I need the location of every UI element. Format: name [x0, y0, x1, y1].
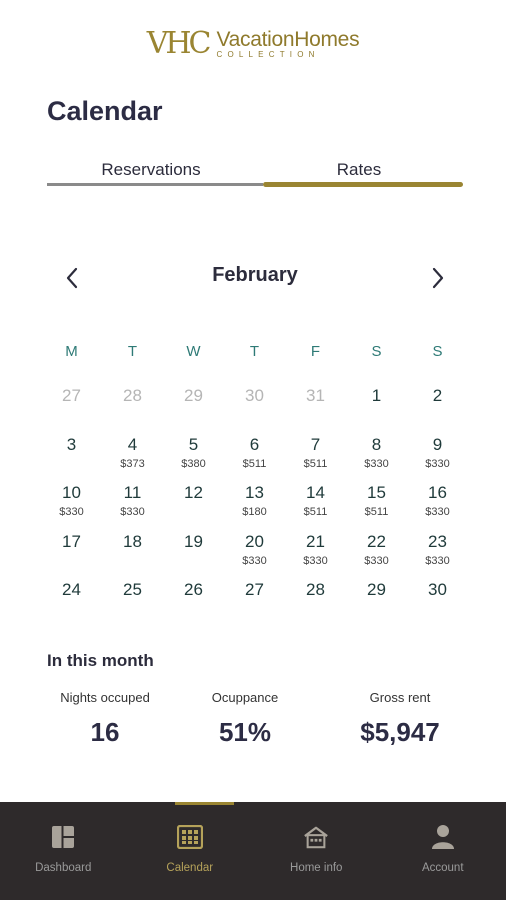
next-month-button[interactable] [423, 262, 453, 294]
calendar-day[interactable] [41, 580, 102, 629]
day-number: 29 [367, 580, 386, 599]
day-number: 25 [123, 580, 142, 599]
day-number: 30 [428, 580, 447, 599]
nav-label: Dashboard [35, 862, 92, 874]
tab-reservations[interactable]: Reservations [47, 150, 255, 190]
calendar-day[interactable] [224, 435, 285, 484]
calendar-day[interactable] [285, 580, 346, 629]
brand-sub: COLLECTION [216, 49, 320, 59]
day-number: 18 [123, 531, 142, 551]
day-rate: $330 [303, 554, 328, 567]
calendar-day[interactable] [163, 483, 224, 532]
stat-occupancy [170, 690, 320, 748]
day-number: 2 [432, 386, 443, 405]
nav-label: Home info [290, 862, 343, 874]
calendar-day[interactable] [163, 386, 224, 435]
day-rate: $330 [120, 506, 145, 518]
day-number: 16 [428, 483, 447, 502]
day-number: 26 [184, 580, 203, 599]
calendar-day[interactable] [41, 483, 102, 532]
calendar-day[interactable] [224, 386, 285, 435]
nav-account[interactable] [380, 802, 506, 900]
stat-gross-rent [320, 690, 480, 748]
nav-label: Calendar [166, 862, 214, 874]
calendar-day[interactable] [285, 483, 346, 532]
tab-underline [47, 183, 263, 186]
account-icon [430, 824, 456, 850]
calendar-week [41, 386, 468, 435]
day-number: 3 [66, 434, 77, 454]
calendar-day[interactable] [285, 386, 346, 435]
calendar-day[interactable] [102, 532, 163, 581]
dashboard-icon [50, 824, 76, 850]
day-number: 23 [428, 531, 447, 551]
weekday-label: T [249, 343, 260, 360]
month-summary-title: In this month [47, 651, 154, 670]
stat-label: Ocuppance [211, 690, 279, 705]
day-number: 10 [62, 483, 81, 502]
day-rate: $180 [242, 506, 267, 518]
calendar-day[interactable] [102, 386, 163, 435]
day-rate: $330 [425, 554, 450, 567]
day-rate: $330 [364, 554, 389, 567]
day-number: 11 [123, 483, 142, 502]
calendar-day[interactable] [224, 532, 285, 581]
calendar-day[interactable] [407, 386, 468, 435]
bottom-navigation [0, 802, 506, 900]
calendar-day[interactable] [407, 483, 468, 532]
calendar-day[interactable] [163, 580, 224, 629]
stat-label: Nights occuped [60, 690, 150, 705]
calendar-day[interactable] [346, 483, 407, 532]
calendar-grid [41, 386, 468, 629]
weekday-label: T [127, 343, 138, 360]
day-rate: $330 [425, 506, 450, 518]
calendar-day[interactable] [102, 580, 163, 629]
calendar-day[interactable] [407, 532, 468, 581]
day-rate: $511 [364, 506, 389, 518]
weekday-label: M [65, 343, 78, 360]
calendar-day[interactable] [285, 435, 346, 484]
tab-rates[interactable]: Rates [255, 150, 463, 190]
tab-active-indicator [263, 182, 463, 187]
calendar-day[interactable] [41, 532, 102, 581]
calendar-day[interactable] [346, 386, 407, 435]
day-rate: $511 [242, 457, 267, 470]
day-number: 6 [249, 434, 260, 454]
calendar-day[interactable] [41, 386, 102, 435]
day-rate: $330 [364, 457, 389, 470]
stat-nights-occupied [40, 690, 170, 748]
home-icon [303, 824, 329, 850]
weekday-label: S [371, 343, 382, 360]
day-number: 12 [184, 483, 203, 502]
calendar-day[interactable] [224, 580, 285, 629]
tab-bar [47, 150, 463, 190]
day-number: 9 [432, 434, 443, 454]
weekday-label: S [432, 343, 443, 360]
calendar-day[interactable] [407, 435, 468, 484]
calendar-week [41, 580, 468, 629]
active-nav-indicator [175, 802, 234, 805]
page-title: Calendar [47, 96, 163, 126]
calendar-icon [177, 824, 203, 850]
day-number: 15 [367, 483, 386, 502]
brand-name: VacationHomes [216, 27, 360, 51]
weekday-label: W [186, 343, 201, 360]
nav-calendar[interactable] [127, 802, 254, 900]
weekday-label: F [310, 343, 321, 360]
month-label: February [212, 264, 298, 286]
day-rate: $511 [303, 457, 328, 470]
stat-value: $5,947 [360, 717, 440, 747]
calendar-day[interactable] [285, 532, 346, 581]
weekday-header [41, 343, 468, 360]
day-number: 21 [306, 531, 325, 551]
day-number: 31 [306, 386, 325, 405]
calendar-day[interactable] [346, 435, 407, 484]
day-rate: $330 [242, 554, 267, 567]
day-number: 5 [188, 434, 199, 454]
nav-home-info[interactable] [253, 802, 380, 900]
brand-wordmark [216, 29, 359, 59]
day-number: 1 [371, 386, 382, 405]
day-number: 27 [245, 580, 264, 599]
day-number: 8 [371, 434, 382, 454]
day-number: 4 [127, 434, 138, 454]
nav-dashboard[interactable] [0, 802, 127, 900]
stat-value: 16 [90, 717, 120, 747]
calendar-week [41, 483, 468, 532]
brand-logo [0, 26, 506, 61]
calendar-day[interactable] [407, 580, 468, 629]
day-number: 13 [245, 483, 264, 502]
calendar-day[interactable] [102, 435, 163, 484]
day-rate: $330 [59, 506, 84, 518]
day-number: 28 [306, 580, 325, 599]
nav-label: Account [421, 862, 464, 874]
chevron-right-icon [431, 267, 445, 289]
day-number: 22 [367, 531, 386, 551]
calendar-week [41, 532, 468, 581]
stat-value: 51% [218, 717, 272, 747]
calendar-day[interactable] [346, 580, 407, 629]
day-number: 20 [245, 531, 264, 551]
day-rate: $373 [120, 457, 145, 470]
brand-mark: VHC [146, 26, 209, 61]
day-number: 30 [245, 386, 264, 405]
day-number: 14 [306, 483, 325, 502]
calendar-day[interactable] [163, 435, 224, 484]
month-navigation [47, 262, 463, 294]
day-number: 19 [184, 531, 203, 551]
day-number: 29 [184, 386, 203, 405]
day-rate: $511 [303, 506, 328, 518]
calendar-day[interactable] [346, 532, 407, 581]
day-rate: $380 [181, 457, 206, 470]
day-rate: $330 [425, 457, 450, 470]
day-number: 17 [62, 531, 81, 551]
month-stats [40, 690, 480, 748]
day-number: 24 [62, 580, 81, 599]
calendar-day[interactable] [41, 435, 102, 484]
stat-label: Gross rent [369, 690, 431, 705]
calendar-week [41, 435, 468, 484]
calendar-day[interactable] [163, 532, 224, 581]
calendar-day[interactable] [102, 483, 163, 532]
day-number: 7 [310, 434, 321, 454]
day-number: 27 [62, 386, 81, 405]
calendar-day[interactable] [224, 483, 285, 532]
day-number: 28 [123, 386, 142, 405]
